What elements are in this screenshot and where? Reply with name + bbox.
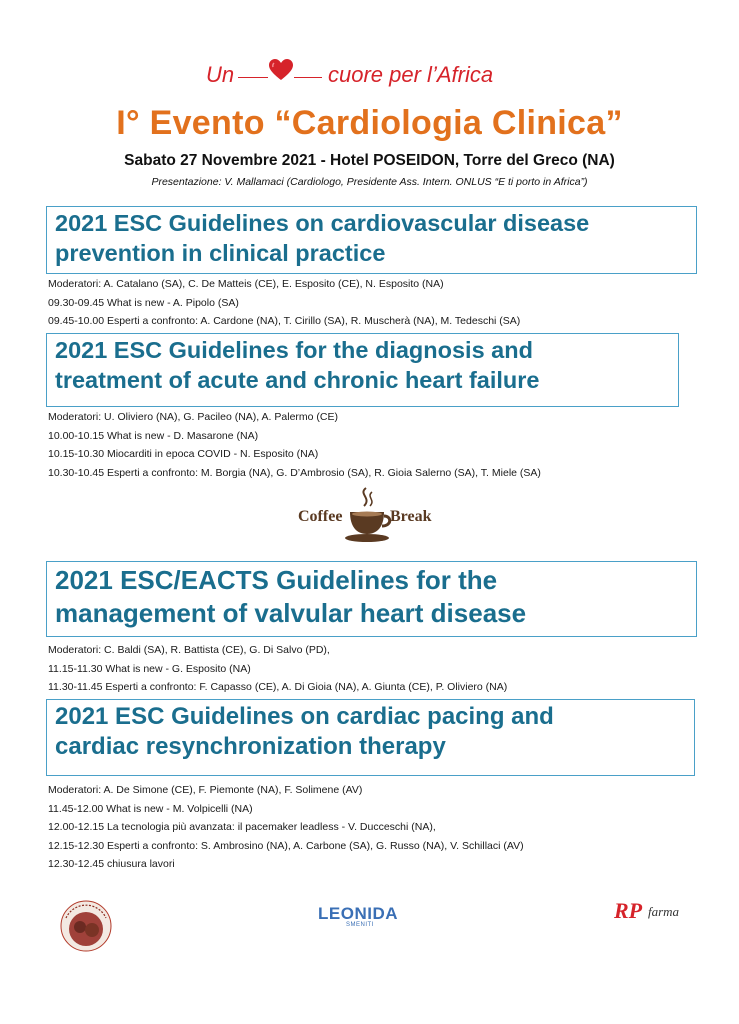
session-2-line: Moderatori: U. Oliviero (NA), G. Pacileo (NA), A. Palermo (CE) xyxy=(48,411,338,423)
session-3-title-line1: 2021 ESC/EACTS Guidelines for the xyxy=(55,565,498,595)
session-1-details xyxy=(48,275,520,331)
session-4-line: 11.45-12.00 What is new - M. Volpicelli (NA) xyxy=(48,802,253,815)
session-3-line: Moderatori: C. Baldi (SA), R. Battista (CE), G. Di Salvo (PD), xyxy=(48,644,330,656)
tagline-right: cuore per l’Africa xyxy=(328,62,494,87)
session-3-details xyxy=(48,641,507,697)
session-2-line: 10.00-10.15 What is new - D. Masarone (NA) xyxy=(48,429,259,442)
presenter-line: Presentazione: V. Mallamaci (Cardiologo, Presidente Ass. Intern. ONLUS “E ti porto in Africa”) xyxy=(151,176,588,188)
session-2-title-line1: 2021 ESC Guidelines for the diagnosis and xyxy=(55,337,533,363)
session-1-title-box xyxy=(46,206,697,274)
session-1-line: 09.30-09.45 What is new - A. Pipolo (SA) xyxy=(48,296,239,309)
leonida-sub: SMENITI xyxy=(346,922,374,928)
session-1-line: 09.45-10.00 Esperti a confronto: A. Cardone (NA), T. Cirillo (SA), R. Muscherà (NA), M. Tedeschi (SA) xyxy=(48,315,521,327)
session-2-title-line2: treatment of acute and chronic heart failure xyxy=(55,366,540,393)
tagline-left: Un xyxy=(206,62,235,87)
session-1-title-line2: prevention in clinical practice xyxy=(55,239,386,266)
session-2-title-box xyxy=(46,333,679,407)
leonida-name: LEONIDA xyxy=(318,904,398,923)
session-2-line: 10.15-10.30 Miocarditi in epoca COVID - N. Esposito (NA) xyxy=(48,448,319,460)
rpfarma-logo xyxy=(614,898,704,928)
coffee-word: Coffee xyxy=(298,508,343,525)
heart-line-left xyxy=(238,77,268,78)
coffee-cup-icon xyxy=(344,486,394,546)
session-2-line: 10.30-10.45 Esperti a confronto: M. Borgia (NA), G. D’Ambrosio (SA), R. Gioia Salerno (SA), T. Miele (SA) xyxy=(48,466,541,479)
session-4-line: Moderatori: A. De Simone (CE), F. Piemonte (NA), F. Solimene (AV) xyxy=(48,784,363,796)
session-3-line: 11.15-11.30 What is new - G. Esposito (NA) xyxy=(48,662,251,675)
session-4-title-line2: cardiac resynchronization therapy xyxy=(55,733,446,761)
date-location: Sabato 27 Novembre 2021 - Hotel POSEIDON, Torre del Greco (NA) xyxy=(124,152,615,169)
session-4-line: 12.00-12.15 La tecnologia più avanzata: il pacemaker leadless - V. Ducceschi (NA), xyxy=(48,821,436,833)
heart-icon xyxy=(268,58,294,82)
session-3-line: 11.30-11.45 Esperti a confronto: F. Capasso (CE), A. Di Gioia (NA), A. Giunta (CE), P. Oliviero (NA) xyxy=(48,681,508,693)
session-4-line: 12.15-12.30 Esperti a confronto: S. Ambrosino (NA), A. Carbone (SA), G. Russo (NA), V. Schillaci (AV) xyxy=(48,839,524,852)
session-4-title-box xyxy=(46,699,695,776)
session-1-title-line1: 2021 ESC Guidelines on cardiovascular disease xyxy=(55,210,590,236)
session-3-title-line2: management of valvular heart disease xyxy=(55,598,527,629)
session-1-line: Moderatori: A. Catalano (SA), C. De Matteis (CE), E. Esposito (CE), N. Esposito (NA) xyxy=(48,278,444,290)
session-4-line: 12.30-12.45 chiusura lavori xyxy=(48,858,175,870)
break-word: Break xyxy=(390,508,432,525)
event-title: I° Evento “Cardiologia Clinica” xyxy=(116,104,623,142)
leonida-logo xyxy=(318,900,418,930)
africa-onlus-logo xyxy=(60,900,112,952)
coffee-break-logo xyxy=(298,486,438,546)
farma-word: farma xyxy=(648,904,680,919)
session-4-title-line1: 2021 ESC Guidelines on cardiac pacing and xyxy=(55,703,554,730)
heart-line-right xyxy=(294,77,322,78)
session-4-details xyxy=(48,781,524,874)
session-2-details xyxy=(48,408,541,482)
rp-mark: RP xyxy=(614,898,643,923)
session-3-title-box xyxy=(46,561,697,637)
